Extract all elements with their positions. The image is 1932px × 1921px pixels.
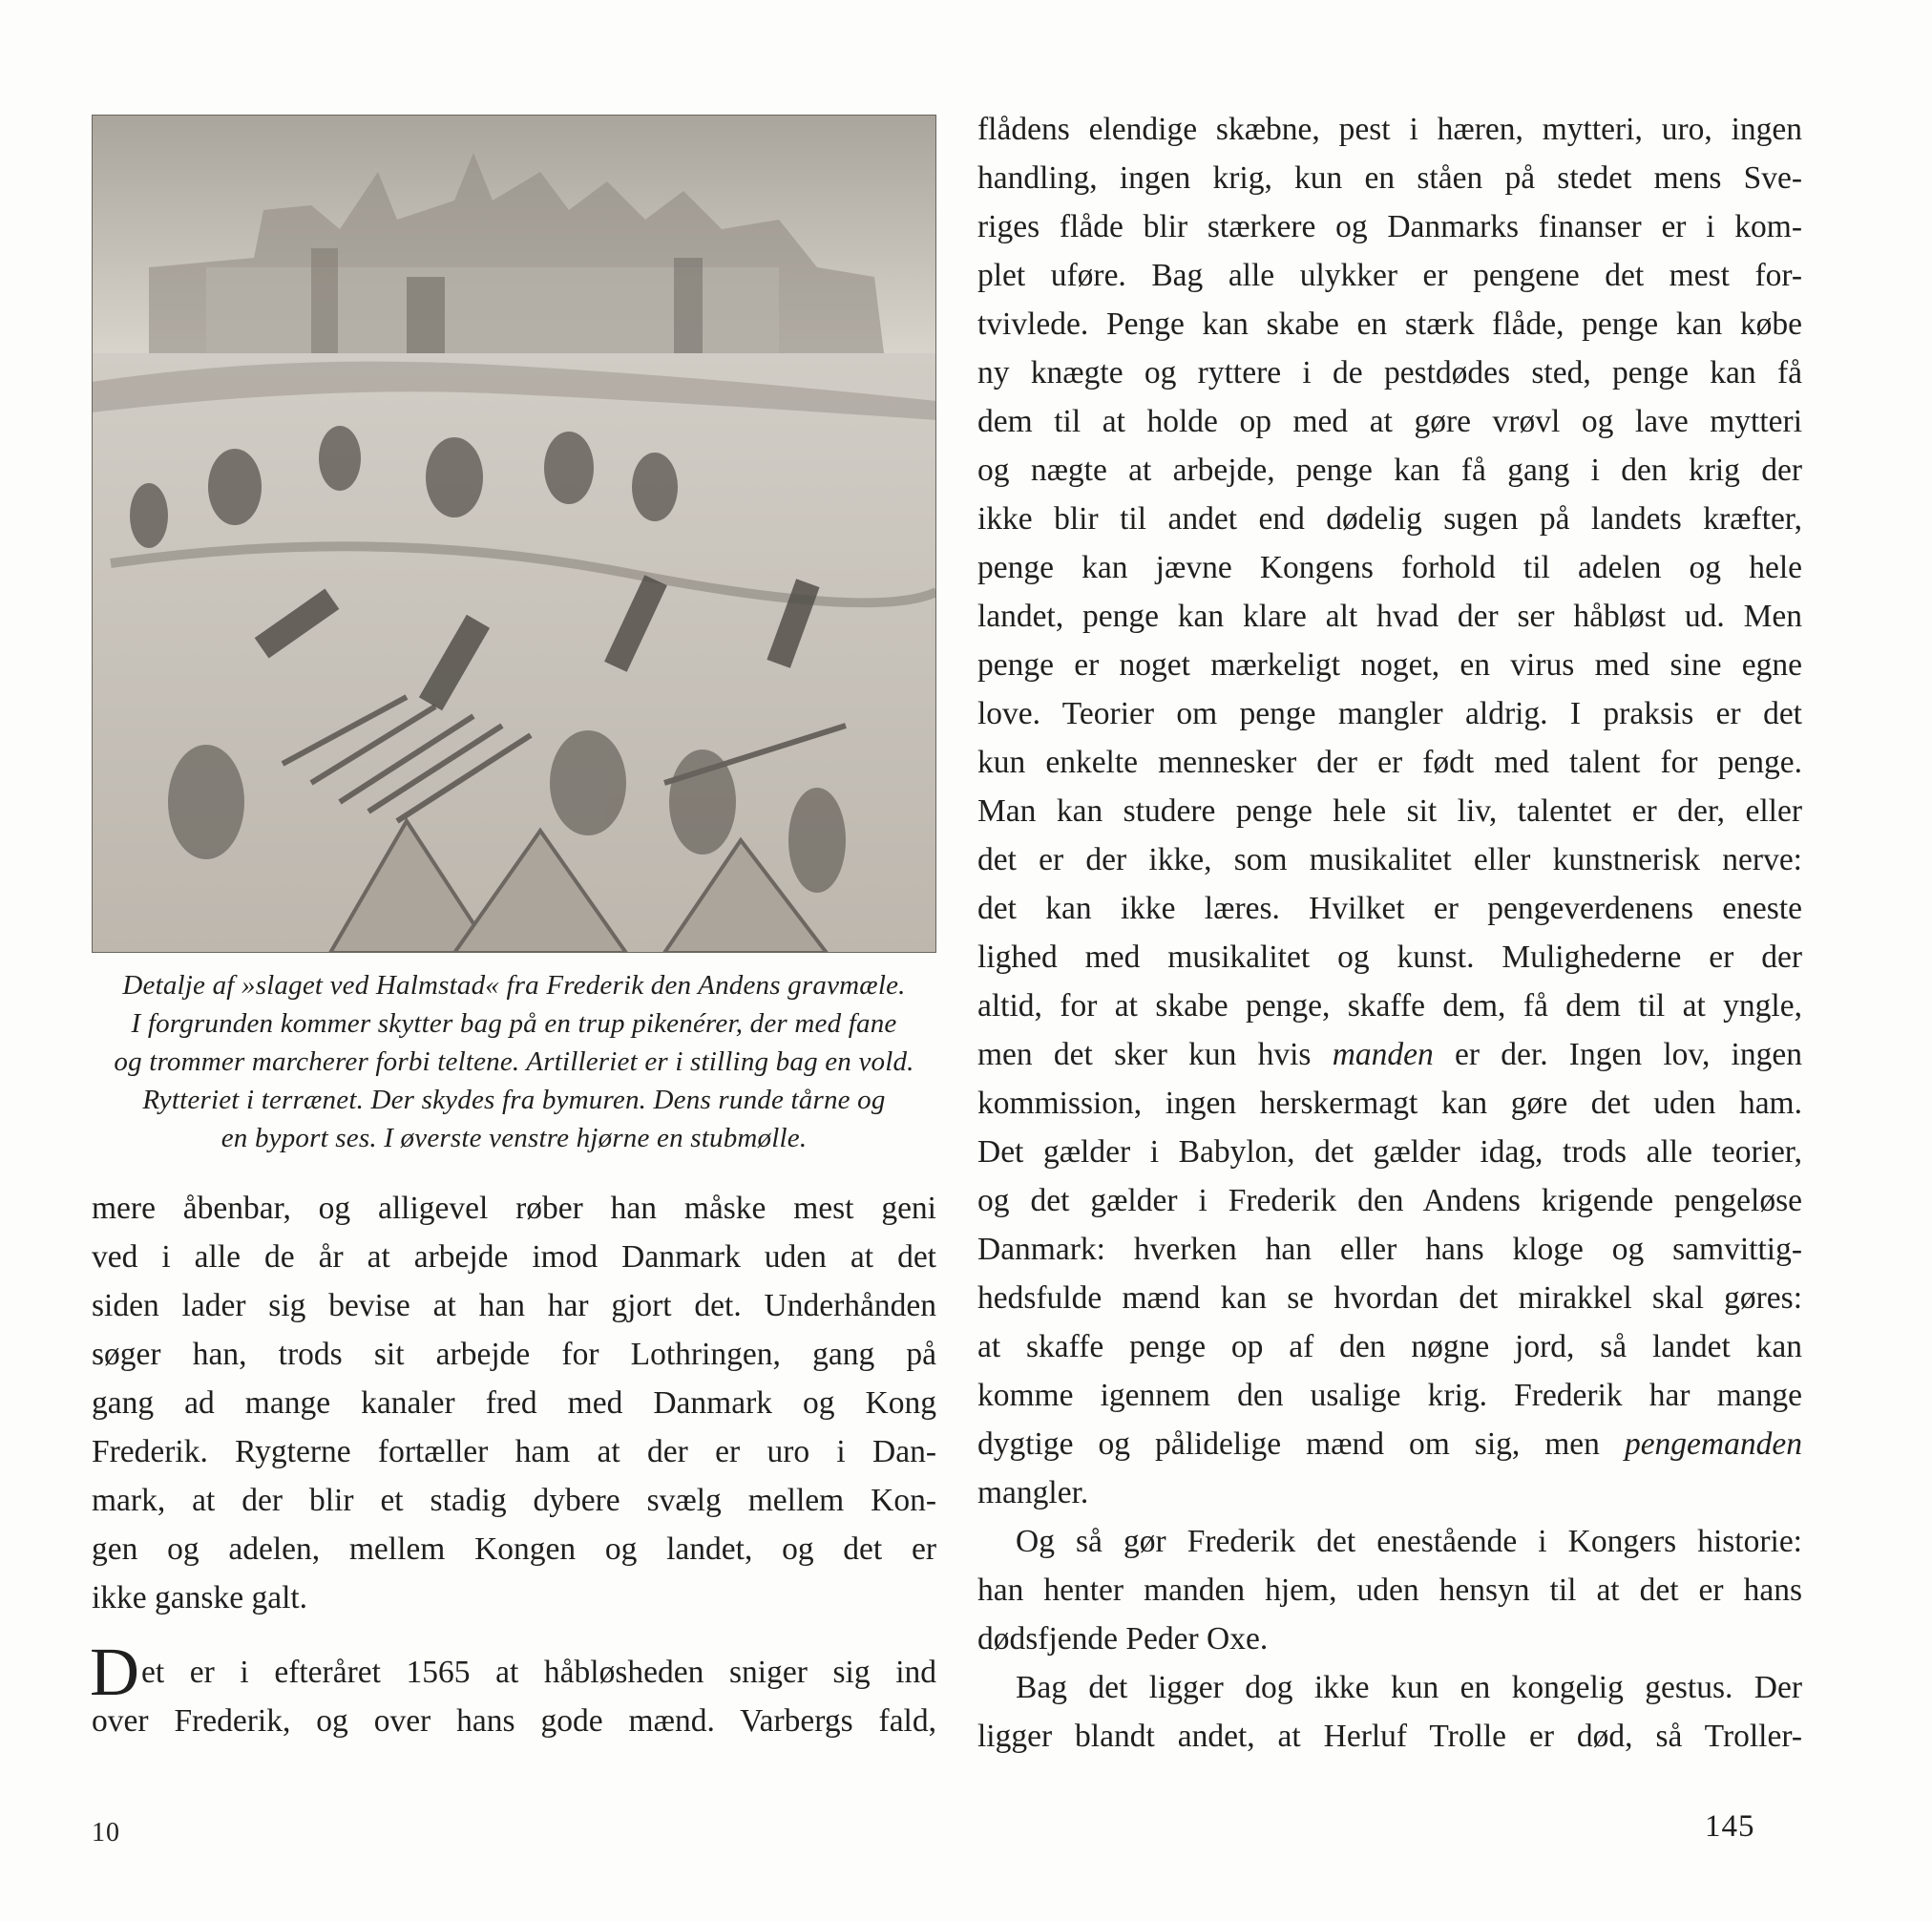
drop-cap: D (90, 1634, 139, 1710)
text-line: penge er noget mærkeligt noget, en virus med sine egne (977, 647, 1802, 683)
text-line-with-italic (977, 1030, 1802, 1079)
battle-relief-photo (92, 115, 936, 953)
left-paragraph-2 (90, 1634, 936, 1745)
caption-line: Detalje af »slaget ved Halmstad« fra Frederik den Andens gravmæle. (122, 970, 906, 1001)
italic-word: pengemanden (1624, 1426, 1802, 1462)
text-line: landet, penge kan klare alt hvad der ser håbløst ud. Men (977, 599, 1802, 634)
text-line: dem til at holde op med at gøre vrøvl og lave mytteri (977, 404, 1802, 439)
text-line: mangler. (977, 1475, 1089, 1510)
text-line: komme igennem den usalige krig. Frederik har mange (977, 1378, 1802, 1413)
right-paragraph-1 (977, 105, 1802, 1517)
text-line: ved i alle de år at arbejde imod Danmark uden at det (92, 1239, 936, 1275)
text-line: over Frederik, og over hans gode mænd. Varbergs fald, (92, 1703, 936, 1739)
text-line: dødsfjende Peder Oxe. (977, 1621, 1269, 1657)
text-line: mere åbenbar, og alligevel røber han måske mest geni (92, 1191, 936, 1226)
text-line: mark, at der blir et stadig dybere svælg mellem Kon- (92, 1483, 936, 1518)
text-line: penge kan jævne Kongens forhold til adelen og hele (977, 550, 1802, 585)
text-line: det er der ikke, som musikalitet eller kunstnerisk nerve: (977, 842, 1802, 877)
text-line: flådens elendige skæbne, pest i hæren, mytteri, uro, ingen (977, 112, 1802, 147)
text-line: hedsfulde mænd kan se hvordan det mirakkel skal gøres: (977, 1280, 1802, 1316)
text-line: ligger blandt andet, at Herluf Trolle er død, så Troller- (977, 1719, 1802, 1754)
text-line: gen og adelen, mellem Kongen og landet, og det er (92, 1531, 936, 1567)
caption-line: Rytteriet i terrænet. Der skydes fra bymuren. Dens runde tårne og (142, 1085, 886, 1115)
right-paragraph-2 (977, 1517, 1802, 1663)
page-number-left: 10 (92, 1818, 120, 1847)
text-line: love. Teorier om penge mangler aldrig. I praksis er det (977, 696, 1802, 731)
text-line: Danmark: hverken han eller hans kloge og samvittig- (977, 1232, 1802, 1267)
text-line: og det gælder i Frederik den Andens krigende pengeløse (977, 1183, 1802, 1218)
text-line: handling, ingen krig, kun en ståen på stedet mens Sve- (977, 160, 1802, 196)
text-line: riges flåde blir stærkere og Danmarks finanser er i kom- (977, 209, 1802, 244)
text-line: tvivlede. Penge kan skabe en stærk flåde, penge kan købe (977, 306, 1802, 342)
text-line: Bag det ligger dog ikke kun en kongelig gestus. Der (1016, 1670, 1802, 1705)
text-line: Man kan studere penge hele sit liv, talentet er der, eller (977, 793, 1802, 829)
left-paragraph-1 (92, 1184, 936, 1622)
text-line-with-dropcap (90, 1634, 936, 1710)
italic-word: manden (1332, 1037, 1434, 1072)
text-line: søger han, trods sit arbejde for Lothringen, gang på (92, 1337, 936, 1372)
text-line: Frederik. Rygterne fortæller ham at der er uro i Dan- (92, 1434, 936, 1469)
text-line: at skaffe penge op af den nøgne jord, så landet kan (977, 1329, 1802, 1364)
text-line: lighed med musikalitet og kunst. Mulighederne er der (977, 939, 1802, 975)
text-line: siden lader sig bevise at han har gjort det. Underhånden (92, 1288, 936, 1323)
text-line: gang ad mange kanaler fred med Danmark og Kong (92, 1385, 936, 1421)
text-line: det kan ikke læres. Hvilket er pengeverdenens eneste (977, 891, 1802, 926)
text-line: ny knægte og ryttere i de pestdødes sted, penge kan få (977, 355, 1802, 391)
text-line-with-italic (977, 1420, 1802, 1468)
right-page-column (977, 105, 1802, 1761)
text-line: Og så gør Frederik det enestående i Kongers historie: (1016, 1524, 1802, 1559)
relief-illustration (92, 115, 936, 953)
left-body-text (92, 1184, 936, 1745)
caption-line: en byport ses. I øverste venstre hjørne en stubmølle. (220, 1123, 808, 1153)
text-segment: dygtige og pålidelige mænd om sig, men (977, 1426, 1625, 1462)
text-segment: men det sker kun hvis (977, 1037, 1333, 1072)
page-number-right: 145 (1705, 1809, 1755, 1844)
text-line-rest: et er i efteråret 1565 at håbløsheden sniger sig ind (141, 1655, 936, 1690)
text-line: ikke blir til andet end dødelig sugen på landets kræfter, (977, 501, 1802, 537)
text-line: ikke ganske galt. (92, 1580, 308, 1615)
text-line: han henter manden hjem, uden hensyn til at det er hans (977, 1573, 1802, 1608)
text-line: Det gælder i Babylon, det gælder idag, trods alle teorier, (977, 1134, 1802, 1170)
text-line: og nægte at arbejde, penge kan få gang i den krig der (977, 453, 1802, 488)
left-page-column (92, 115, 936, 1745)
text-line: kun enkelte mennesker der er født med talent for penge. (977, 745, 1802, 780)
text-line: kommission, ingen herskermagt kan gøre det uden ham. (977, 1086, 1802, 1121)
text-line: altid, for at skabe penge, skaffe dem, få dem til at yngle, (977, 988, 1802, 1024)
figure-caption (92, 966, 936, 1157)
caption-line: og trommer marcherer forbi teltene. Artilleriet er i stilling bag en vold. (114, 1046, 914, 1077)
text-segment: er der. Ingen lov, ingen (1433, 1037, 1802, 1072)
text-line: plet uføre. Bag alle ulykker er pengene det mest for- (977, 258, 1802, 293)
right-paragraph-3 (977, 1663, 1802, 1761)
caption-line: I forgrunden kommer skytter bag på en trup pikenérer, der med fane (131, 1008, 897, 1039)
